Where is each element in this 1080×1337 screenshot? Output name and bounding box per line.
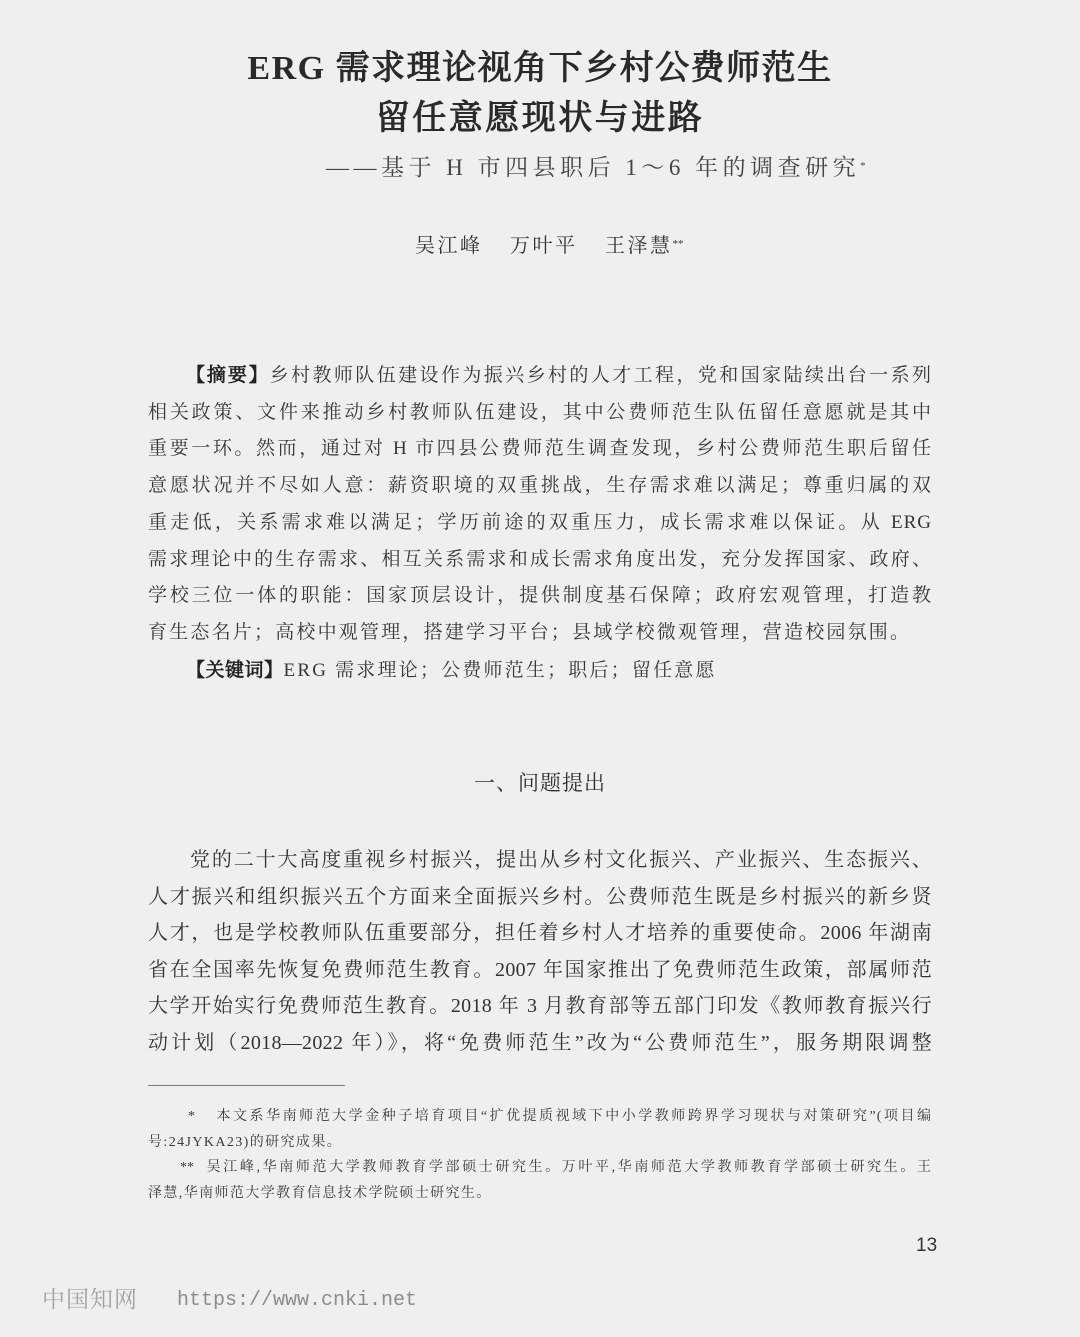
footnote-line: 号:24JYKA23)的研究成果。 [148,1134,343,1150]
paper-title [0,44,1080,144]
abstract-line [148,357,932,395]
footnote-text: 本文系华南师范大学金种子培育项目“扩优提质视域下中小学教师跨界学习现状与对策研究”(项目编 [215,1109,932,1124]
abstract-block [148,357,932,689]
body-line: 人才，也是学校教师队伍重要部分，担任着乡村人才培养的重要使命。2006 年湖南 [148,922,932,945]
body-line: 动计划（2018—2022 年）》，将“免费师范生”改为“公费师范生”，服务期限调整 [148,1031,932,1054]
body-line: 人才振兴和组织振兴五个方面来全面振兴乡村。公费师范生既是乡村振兴的新乡贤 [148,885,932,908]
paper-subtitle [326,152,866,184]
author-name: 万叶平 [510,235,578,257]
body-paragraph [148,842,932,1062]
abstract-line: 育生态名片；高校中观管理，搭建学习平台；县域学校微观管理，营造校园氛围。 [148,621,912,643]
author-name: 王泽慧 [605,235,673,257]
body-line: 党的二十大高度重视乡村振兴，提出从乡村文化振兴、产业振兴、生态振兴、 [190,849,932,871]
page-number: 13 [916,1235,938,1256]
watermark-name: 中国知网 [42,1287,138,1312]
footnote-line [148,1104,932,1130]
abstract-line: 重走低，关系需求难以满足；学历前途的双重压力，成长需求难以保证。从 ERG [148,511,932,533]
abstract-line: 相关政策、文件来推动乡村教师队伍建设，其中公费师范生队伍留任意愿就是其中 [148,401,932,423]
footnote-marker: * [188,1109,195,1124]
body-line: 大学开始实行免费师范生教育。2018 年 3 月教育部等五部门印发《教师教育振兴行 [148,995,932,1018]
footnote-text: 吴江峰,华南师范大学教师教育学部硕士研究生。万叶平,华南师范大学教师教育学部硕士研究生。王 [205,1160,932,1175]
subtitle-text: ——基于 H 市四县职后 1～6 年的调查研究 [326,155,861,180]
subtitle-footnote-marker: * [860,160,866,172]
title-line-2: 留任意愿现状与进路 [375,100,705,137]
title-line-1: ERG 需求理论视角下乡村公费师范生 [247,50,833,87]
abstract-text: 乡村教师队伍建设作为振兴乡村的人才工程，党和国家陆续出台一系列 [269,365,932,386]
abstract-label: 【摘要】 [186,364,270,386]
abstract-line: 学校三位一体的职能：国家顶层设计，提供制度基石保障；政府宏观管理，打造教 [148,585,932,607]
author-list [415,231,684,261]
watermark-url: https://www.cnki.net [177,1289,418,1312]
keywords-label: 【关键词】 [186,658,284,681]
author-name: 吴江峰 [415,235,483,257]
abstract-line: 需求理论中的生存需求、相互关系需求和成长需求角度出发，充分发挥国家、政府、 [148,548,932,570]
footnote-line: 泽慧,华南师范大学教育信息技术学院硕士研究生。 [148,1185,492,1201]
author-footnote-marker: ** [672,238,684,250]
footnote-separator [148,1085,345,1086]
footnote-line [148,1155,932,1181]
abstract-line: 重要一环。然而，通过对 H 市四县公费师范生调查发现，乡村公费师范生职后留任 [148,438,932,460]
footnotes [148,1104,932,1206]
keywords-text: ERG 需求理论；公费师范生；职后；留任意愿 [283,659,717,681]
body-line: 省在全国率先恢复免费师范生教育。2007 年国家推出了免费师范生政策，部属师范 [148,958,932,981]
abstract-line: 意愿状况并不尽如人意：薪资职境的双重挑战，生存需求难以满足；尊重归属的双 [148,475,932,497]
keywords-line [148,652,932,690]
section-heading: 一、问题提出 [474,771,606,795]
footnote-marker: ** [180,1160,194,1175]
